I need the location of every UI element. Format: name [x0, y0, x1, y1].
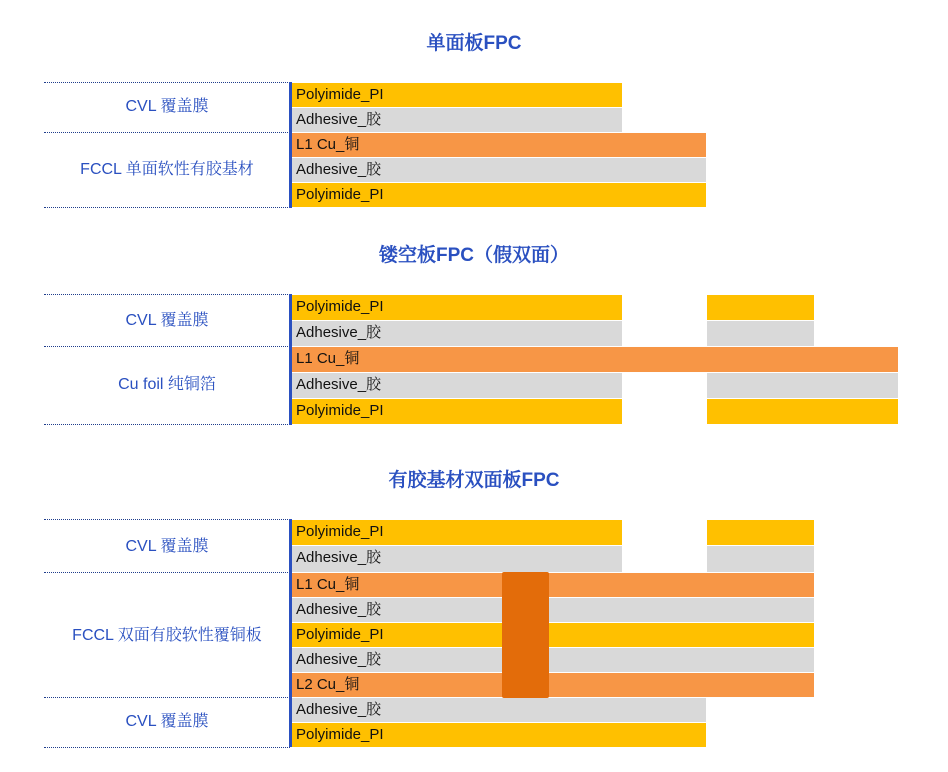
layer-copper-l1: L1 Cu_铜 — [292, 573, 814, 598]
divider — [44, 697, 290, 698]
layer-polyimide-core: Polyimide_PI — [292, 623, 814, 648]
group-label-fccl: FCCL 单面软性有胶基材 — [80, 161, 254, 178]
group-label-cu-foil: Cu foil 纯铜箔 — [118, 376, 216, 393]
divider — [44, 747, 290, 748]
layer-adhesive: Adhesive_胶 — [292, 158, 706, 183]
divider — [44, 519, 290, 520]
layer-adhesive-right-segment — [707, 373, 898, 399]
layer-polyimide-right-segment — [707, 295, 814, 321]
layer-adhesive: Adhesive_胶 — [292, 598, 814, 623]
layer-adhesive-right-segment — [707, 321, 814, 347]
group-label-cvl-bottom: CVL 覆盖膜 — [125, 713, 209, 730]
section-title-single-sided: 单面板FPC — [426, 33, 522, 54]
divider — [44, 346, 290, 347]
section-title-hollow: 镂空板FPC（假双面） — [378, 245, 569, 266]
layer-adhesive: Adhesive_胶 — [292, 546, 622, 573]
group-label-cvl: CVL 覆盖膜 — [125, 312, 209, 329]
layer-adhesive-right-segment — [707, 546, 814, 573]
layer-copper-l1: L1 Cu_铜 — [292, 347, 898, 373]
group-label-cvl-top: CVL 覆盖膜 — [125, 538, 209, 555]
group-label-fccl-double: FCCL 双面有胶软性覆铜板 — [72, 627, 262, 644]
plated-through-hole-via — [502, 572, 549, 698]
divider — [44, 82, 290, 83]
layer-polyimide: Polyimide_PI — [292, 723, 706, 748]
layer-adhesive: Adhesive_胶 — [292, 108, 622, 133]
section-title-double-sided: 有胶基材双面板FPC — [388, 470, 560, 491]
layer-polyimide: Polyimide_PI — [292, 295, 622, 321]
layer-adhesive: Adhesive_胶 — [292, 698, 706, 723]
layer-adhesive: Adhesive_胶 — [292, 321, 622, 347]
layer-polyimide: Polyimide_PI — [292, 399, 622, 425]
layer-copper-l2: L2 Cu_铜 — [292, 673, 814, 698]
divider — [44, 207, 290, 208]
divider — [44, 294, 290, 295]
layer-polyimide: Polyimide_PI — [292, 520, 622, 546]
layer-adhesive: Adhesive_胶 — [292, 648, 814, 673]
layer-copper-l1: L1 Cu_铜 — [292, 133, 706, 158]
divider — [44, 572, 290, 573]
divider — [44, 424, 290, 425]
divider — [44, 132, 290, 133]
group-label-cvl: CVL 覆盖膜 — [125, 98, 209, 115]
layer-polyimide: Polyimide_PI — [292, 83, 622, 108]
layer-polyimide-right-segment — [707, 399, 898, 425]
layer-polyimide-right-segment — [707, 520, 814, 546]
layer-adhesive: Adhesive_胶 — [292, 373, 622, 399]
layer-polyimide: Polyimide_PI — [292, 183, 706, 208]
